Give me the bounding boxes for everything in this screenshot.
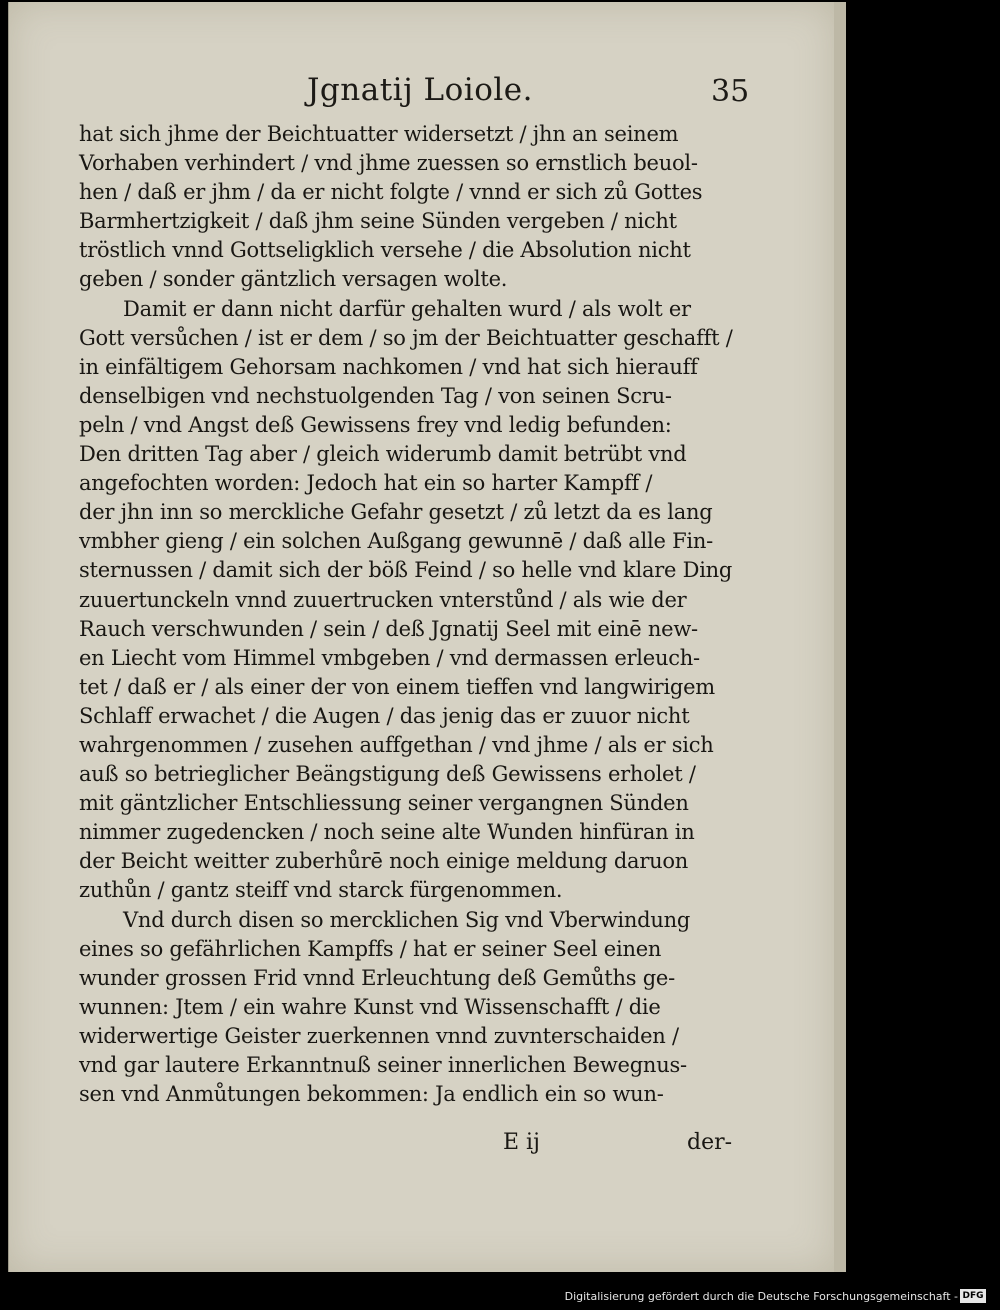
text-line: angefochten worden: Jedoch hat ein so harter Kampff / (79, 471, 653, 496)
text-line: Vorhaben verhindert / vnd jhme zuessen so ernstlich beuol- (79, 151, 698, 176)
text-line: nimmer zugedencken / noch seine alte Wunden hinfüran in (79, 820, 695, 845)
signature-mark: E ij (503, 1130, 540, 1155)
text-line: Gott versůchen / ist er dem / so jm der Beichtuatter geschafft / (79, 325, 733, 350)
text-line: tet / daß er / als einer der von einem tieffen vnd langwirigem (79, 674, 715, 699)
text-line: sternussen / damit sich der böß Feind / so helle vnd klare Ding (79, 558, 733, 583)
text-line: Schlaff erwachet / die Augen / das jenig das er zuuor nicht (79, 703, 690, 728)
text-line: tröstlich vnnd Gottseligklich versehe / die Absolution nicht (79, 238, 691, 263)
text-line: geben / sonder gäntzlich versagen wolte. (79, 267, 508, 292)
text-line: wahrgenommen / zusehen auffgethan / vnd jhme / als er sich (79, 732, 714, 757)
text-line: Rauch verschwunden / sein / deß Jgnatij Seel mit einē new- (79, 616, 698, 641)
dfg-logo: DFG (960, 1289, 986, 1303)
text-line: Den dritten Tag aber / gleich widerumb damit betrübt vnd (79, 442, 687, 467)
text-line: zuuertunckeln vnnd zuuertrucken vnterstůnd / als wie der (79, 587, 687, 612)
body-text (79, 120, 779, 1109)
text-line: Vnd durch disen so mercklichen Sig vnd Vberwindung (123, 907, 691, 932)
text-line: mit gäntzlicher Entschliessung seiner vergangnen Sünden (79, 791, 689, 816)
text-line: hat sich jhme der Beichtuatter widersetzt / jhn an seinem (79, 122, 679, 146)
text-line: denselbigen vnd nechstuolgenden Tag / von seinen Scru- (79, 383, 672, 408)
text-line: en Liecht vom Himmel vmbgeben / vnd dermassen erleuch- (79, 645, 700, 670)
text-line: hen / daß er jhm / da er nicht folgte / vnnd er sich zů Gottes (79, 180, 703, 205)
text-line: vnd gar lautere Erkanntnuß seiner innerlichen Bewegnus- (79, 1053, 687, 1077)
text-line: wunnen: Jtem / ein wahre Kunst vnd Wissenschafft / die (79, 994, 661, 1019)
text-line: vmbher gieng / ein solchen Außgang gewunnē / daß alle Fin- (79, 529, 713, 554)
text-line: der jhn inn so merckliche Gefahr gesetzt / zů letzt da es lang (79, 500, 713, 525)
text-line: eines so gefährlichen Kampffs / hat er seiner Seel einen (79, 936, 662, 961)
text-line: wunder grossen Frid vnnd Erleuchtung deß Gemůths ge- (79, 965, 675, 990)
funding-caption: Digitalisierung gefördert durch die Deutsche Forschungsgemeinschaft - (564, 1290, 958, 1303)
page-header (9, 66, 835, 126)
page-edge (834, 2, 846, 1272)
page-footer (9, 1128, 835, 1162)
text-line: Barmhertzigkeit / daß jhm seine Sünden vergeben / nicht (79, 209, 677, 234)
page-number: 35 (711, 74, 750, 109)
book-page (8, 2, 836, 1272)
text-line: sen vnd Anmůtungen bekommen: Ja endlich ein so wun- (79, 1082, 664, 1107)
text-line: zuthůn / gantz steiff vnd starck fürgenommen. (79, 878, 563, 903)
text-line: peln / vnd Angst deß Gewissens frey vnd ledig befunden: (79, 412, 672, 437)
text-line: Damit er dann nicht darfür gehalten wurd / als wolt er (123, 296, 691, 321)
catchword: der- (687, 1130, 733, 1155)
text-line: in einfältigem Gehorsam nachkomen / vnd hat sich hierauff (79, 354, 698, 379)
text-line: der Beicht weitter zuberhůrē noch einige meldung daruon (79, 849, 689, 874)
running-title: Jgnatij Loiole. (307, 72, 533, 108)
text-line: widerwertige Geister zuerkennen vnnd zuvnterschaiden / (79, 1023, 679, 1048)
text-line: auß so betrieglicher Beängstigung deß Gewissens erholet / (79, 762, 696, 787)
